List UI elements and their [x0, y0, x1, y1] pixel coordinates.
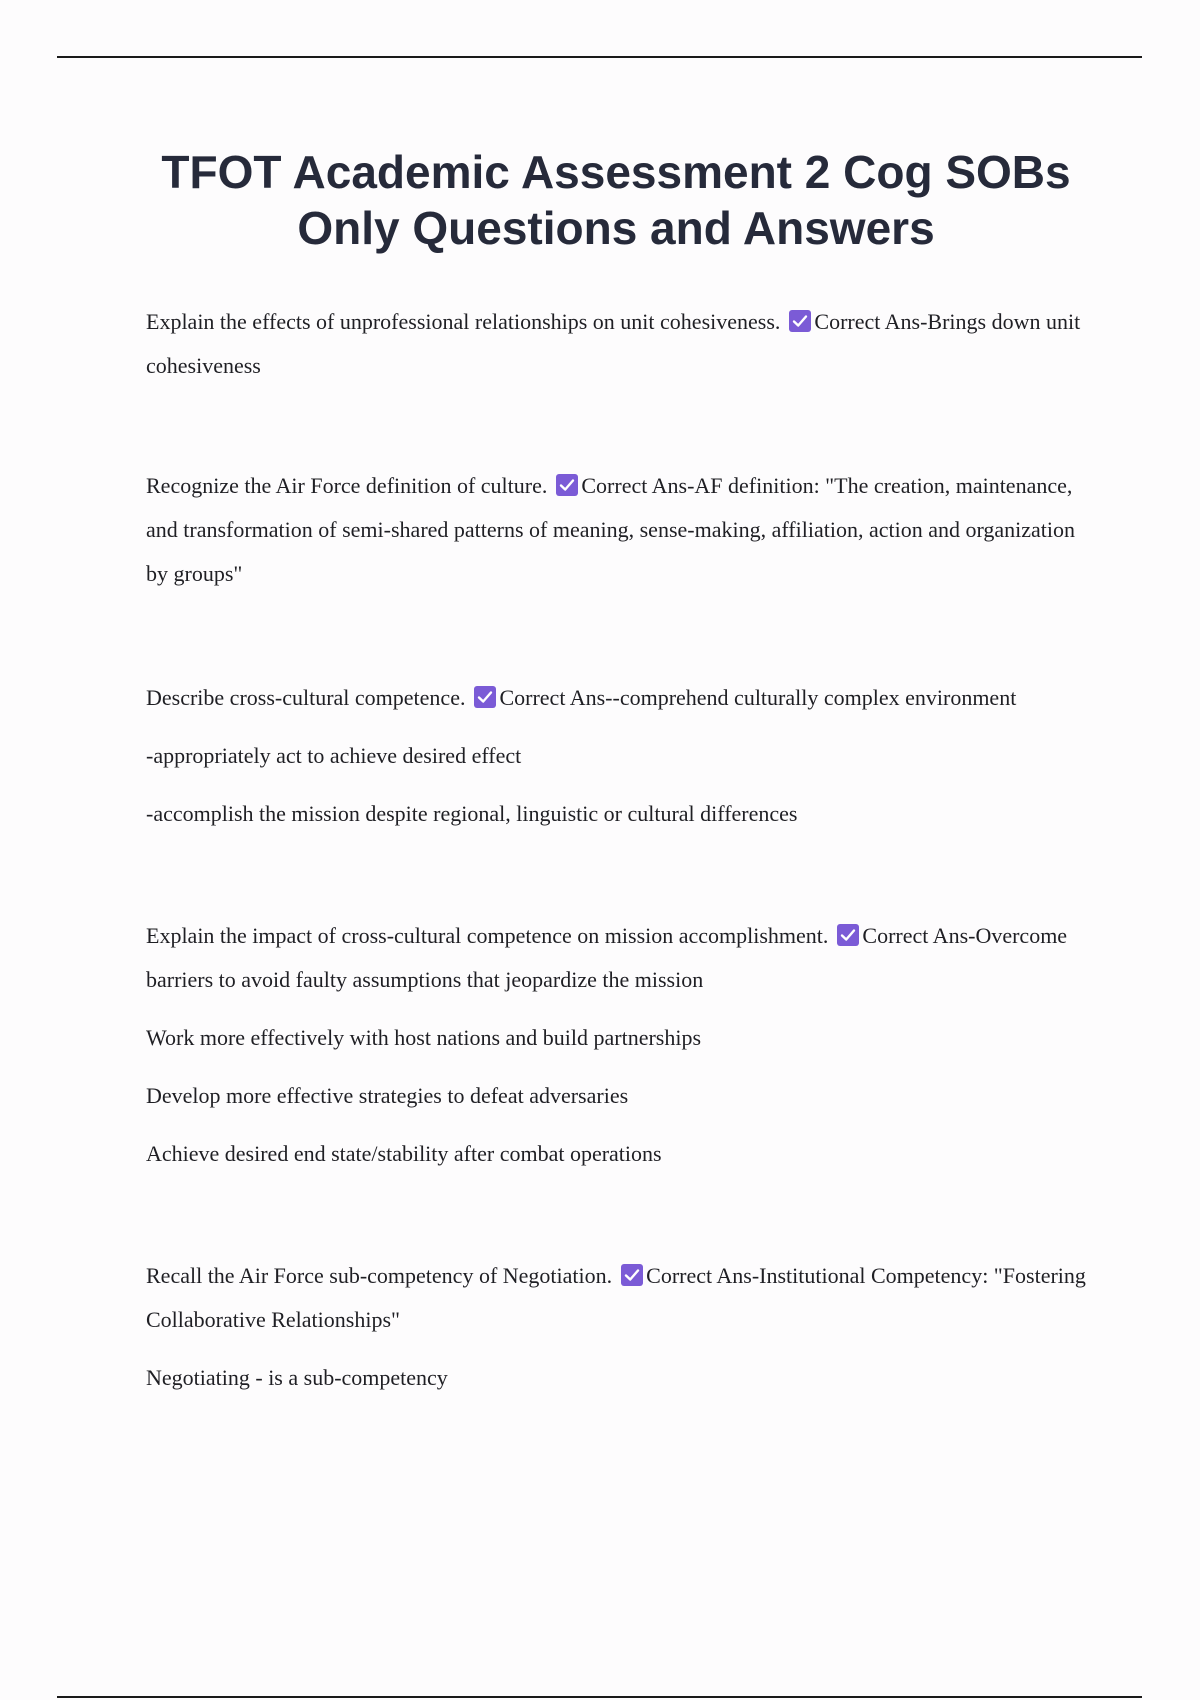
answer-text: Correct Ans--comprehend culturally complex environment [499, 685, 1017, 710]
answer-line: -accomplish the mission despite regional, linguistic or cultural differences [146, 801, 798, 826]
answer-line: Develop more effective strategies to defeat adversaries [146, 1083, 629, 1108]
qa-list [146, 310, 1096, 1484]
footer-rule [57, 1696, 1142, 1698]
qa-lead [146, 464, 1096, 596]
answer-text: Correct Ans-AF definition: "The creation, maintenance, and transformation of semi-shared patterns of meaning, sense-making, affiliation, action and organization by groups" [146, 473, 1076, 586]
answer-line: Negotiating - is a sub-competency [146, 1365, 448, 1390]
answer-line: Work more effectively with host nations and build partnerships [146, 1025, 702, 1050]
question-text: Explain the effects of unprofessional relationships on unit cohesiveness. [146, 309, 781, 334]
qa-lead [146, 300, 1096, 388]
qa-item [146, 676, 1096, 836]
question-text: Describe cross-cultural competence. [146, 685, 466, 710]
answer-text: Correct Ans-Institutional Competency: "Fostering Collaborative Relationships" [146, 1263, 1086, 1332]
qa-item [146, 300, 1096, 388]
qa-lead [146, 676, 1096, 720]
qa-item [146, 914, 1096, 1176]
question-text: Recall the Air Force sub-competency of Negotiation. [146, 1263, 613, 1288]
checkbox-checked-icon [837, 924, 859, 946]
answer-line: Achieve desired end state/stability after combat operations [146, 1141, 662, 1166]
question-text: Explain the impact of cross-cultural competence on mission accomplishment. [146, 923, 829, 948]
question-text: Recognize the Air Force definition of culture. [146, 473, 548, 498]
document-title: TFOT Academic Assessment 2 Cog SOBs Only Questions and Answers [161, 146, 1071, 254]
answer-text: Correct Ans-Overcome barriers to avoid faulty assumptions that jeopardize the mission [146, 923, 1068, 992]
qa-item [146, 1254, 1096, 1400]
qa-lead [146, 914, 1096, 1002]
answer-line: -appropriately act to achieve desired effect [146, 743, 522, 768]
checkbox-checked-icon [474, 686, 496, 708]
answer-text: Correct Ans-Brings down unit cohesiveness [146, 309, 1081, 378]
header-rule [57, 56, 1142, 58]
checkbox-checked-icon [621, 1264, 643, 1286]
qa-item [146, 464, 1096, 596]
checkbox-checked-icon [789, 310, 811, 332]
qa-lead [146, 1254, 1096, 1342]
checkbox-checked-icon [556, 474, 578, 496]
